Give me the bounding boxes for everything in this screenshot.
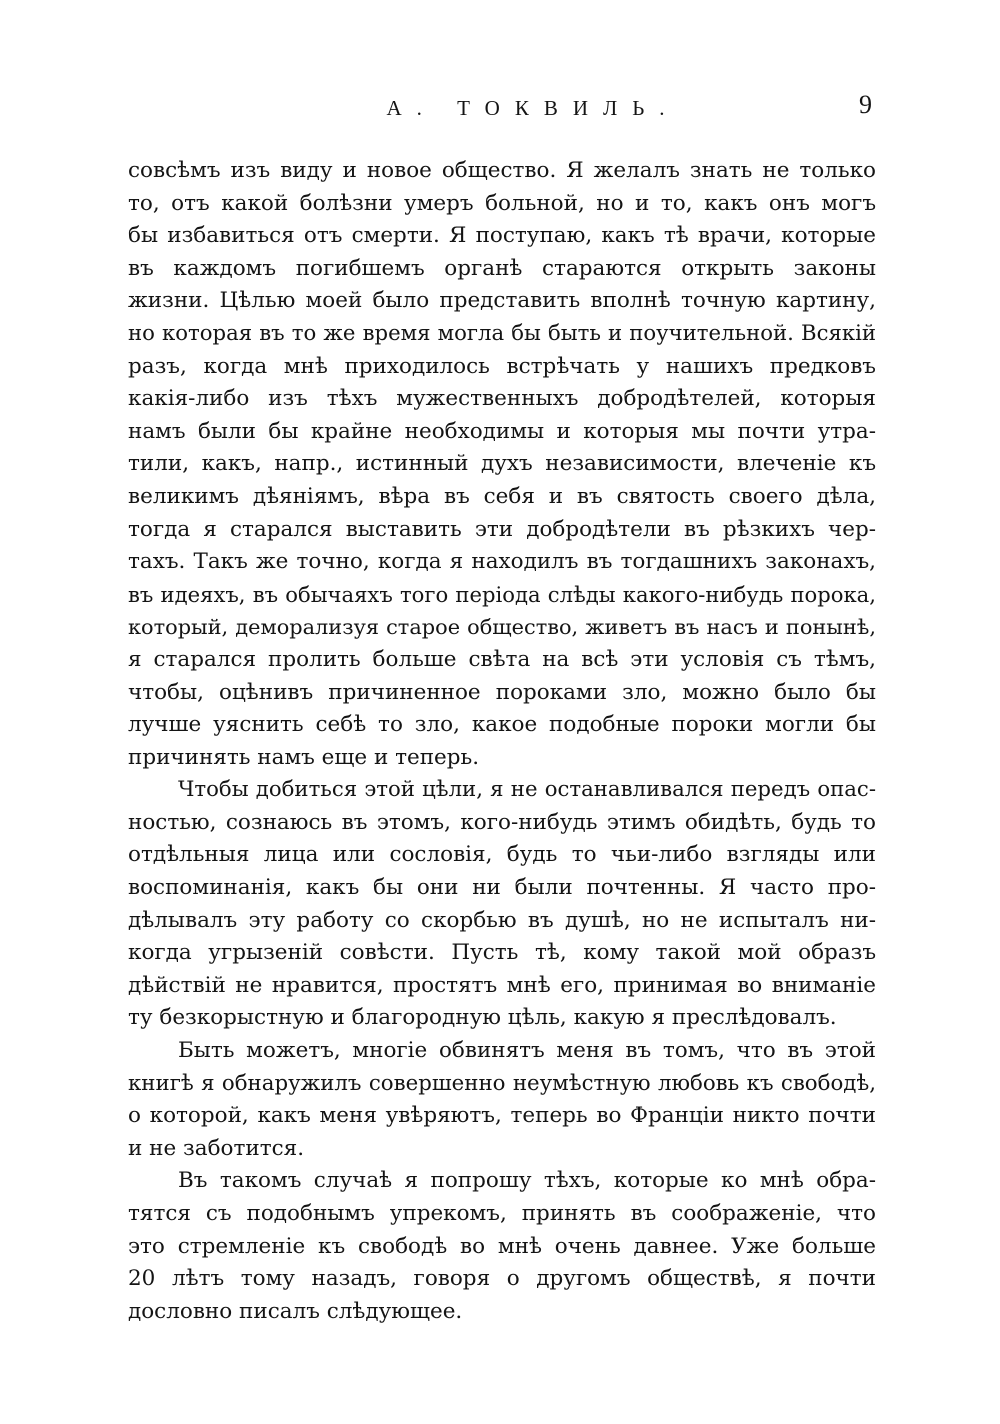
text-line: отдѣльныя лица или сословія, будь то чьи-либо взгляды или [128,842,876,868]
paragraph [128,774,876,1035]
text-line: совсѣмъ изъ виду и новое общество. Я желалъ знать не только [128,158,876,183]
text-line: бы избавиться отъ смерти. Я поступаю, какъ тѣ врачи, которые [128,223,876,249]
running-head [130,90,876,132]
text-line: великимъ дѣяніямъ, вѣра въ себя и въ святость своего дѣла, [128,483,876,509]
text-line: 20 лѣтъ тому назадъ, говоря о другомъ обществѣ, я почти [128,1266,876,1292]
text-line: Въ такомъ случаѣ я попрошу тѣхъ, которые ко мнѣ обра- [178,1168,876,1194]
text-line: намъ были бы крайне необходимы и которыя мы почти утра- [128,418,876,444]
text-line: разъ, когда мнѣ приходилось встрѣчать у нашихъ предковъ [128,353,876,379]
text-line: дословно писалъ слѣдующее. [128,1298,463,1324]
text-line: ностью, сознаюсь въ этомъ, кого-нибудь этимъ обидѣть, будь то [128,809,876,835]
page-number: 9 [859,90,872,119]
text-line: Чтобы добиться этой цѣли, я не останавливался передъ опас- [178,777,876,803]
body-text [128,155,876,1328]
text-line: книгѣ я обнаружилъ совершенно неумѣстную любовь къ свободѣ, [128,1070,876,1096]
text-line: Быть можетъ, многіе обвинятъ меня въ томъ, что въ этой [178,1038,876,1064]
text-line: который, деморализуя старое общество, живетъ въ насъ и понынѣ, [128,615,876,640]
text-line: тили, какъ, напр., истинный духъ независимости, влеченіе къ [128,451,876,477]
paragraph [128,1165,876,1328]
text-line: какія-либо изъ тѣхъ мужественныхъ добродѣтелей, которыя [128,386,876,412]
text-line: дѣйствій не нравится, простятъ мнѣ его, принимая во вниманіе [128,972,876,998]
running-title: А. ТОКВИЛЬ. [386,96,680,120]
text-line: лучше уяснить себѣ то зло, какое подобные пороки могли бы [128,712,876,738]
text-line: тогда я старался выставить эти добродѣтели въ рѣзкихъ чер- [128,516,876,542]
paragraph [128,155,876,774]
text-line: жизни. Цѣлью моей было представить вполнѣ точную картину, [128,288,876,314]
text-line: ту безкорыстную и благородную цѣль, какую я преслѣдовалъ. [128,1005,837,1031]
text-line: когда угрызеній совѣсти. Пусть тѣ, кому такой мой образъ [128,940,876,966]
text-line: въ идеяхъ, въ обычаяхъ того періода слѣды какого-нибудь порока, [128,581,876,607]
text-line: въ каждомъ погибшемъ органѣ стараются открыть законы [128,255,876,281]
text-line: о которой, какъ меня увѣряютъ, теперь во Франціи никто почти [128,1103,876,1129]
text-line: воспоминанія, какъ бы они ни были почтенны. Я часто про- [128,875,876,901]
text-line: я старался пролить больше свѣта на всѣ эти условія съ тѣмъ, [128,646,876,672]
text-line: причинять намъ еще и теперь. [128,744,480,770]
paragraph [128,1035,876,1165]
text-line: но которая въ то же время могла бы быть и поучительной. Всякій [128,320,876,346]
text-line: дѣлывалъ эту работу со скорбью въ душѣ, но не испыталъ ни- [128,907,876,933]
text-line: тятся съ подобнымъ упрекомъ, принять въ соображеніе, что [128,1201,876,1226]
text-line: то, отъ какой болѣзни умеръ больной, но и то, какъ онъ могъ [128,190,876,216]
text-line: и не заботится. [128,1135,305,1161]
text-line: чтобы, оцѣнивъ причиненное пороками зло, можно было бы [128,679,876,705]
text-line: это стремленіе къ свободѣ во мнѣ очень давнее. Уже больше [128,1233,876,1259]
text-line: тахъ. Такъ же точно, когда я находилъ въ тогдашнихъ законахъ, [128,549,876,575]
